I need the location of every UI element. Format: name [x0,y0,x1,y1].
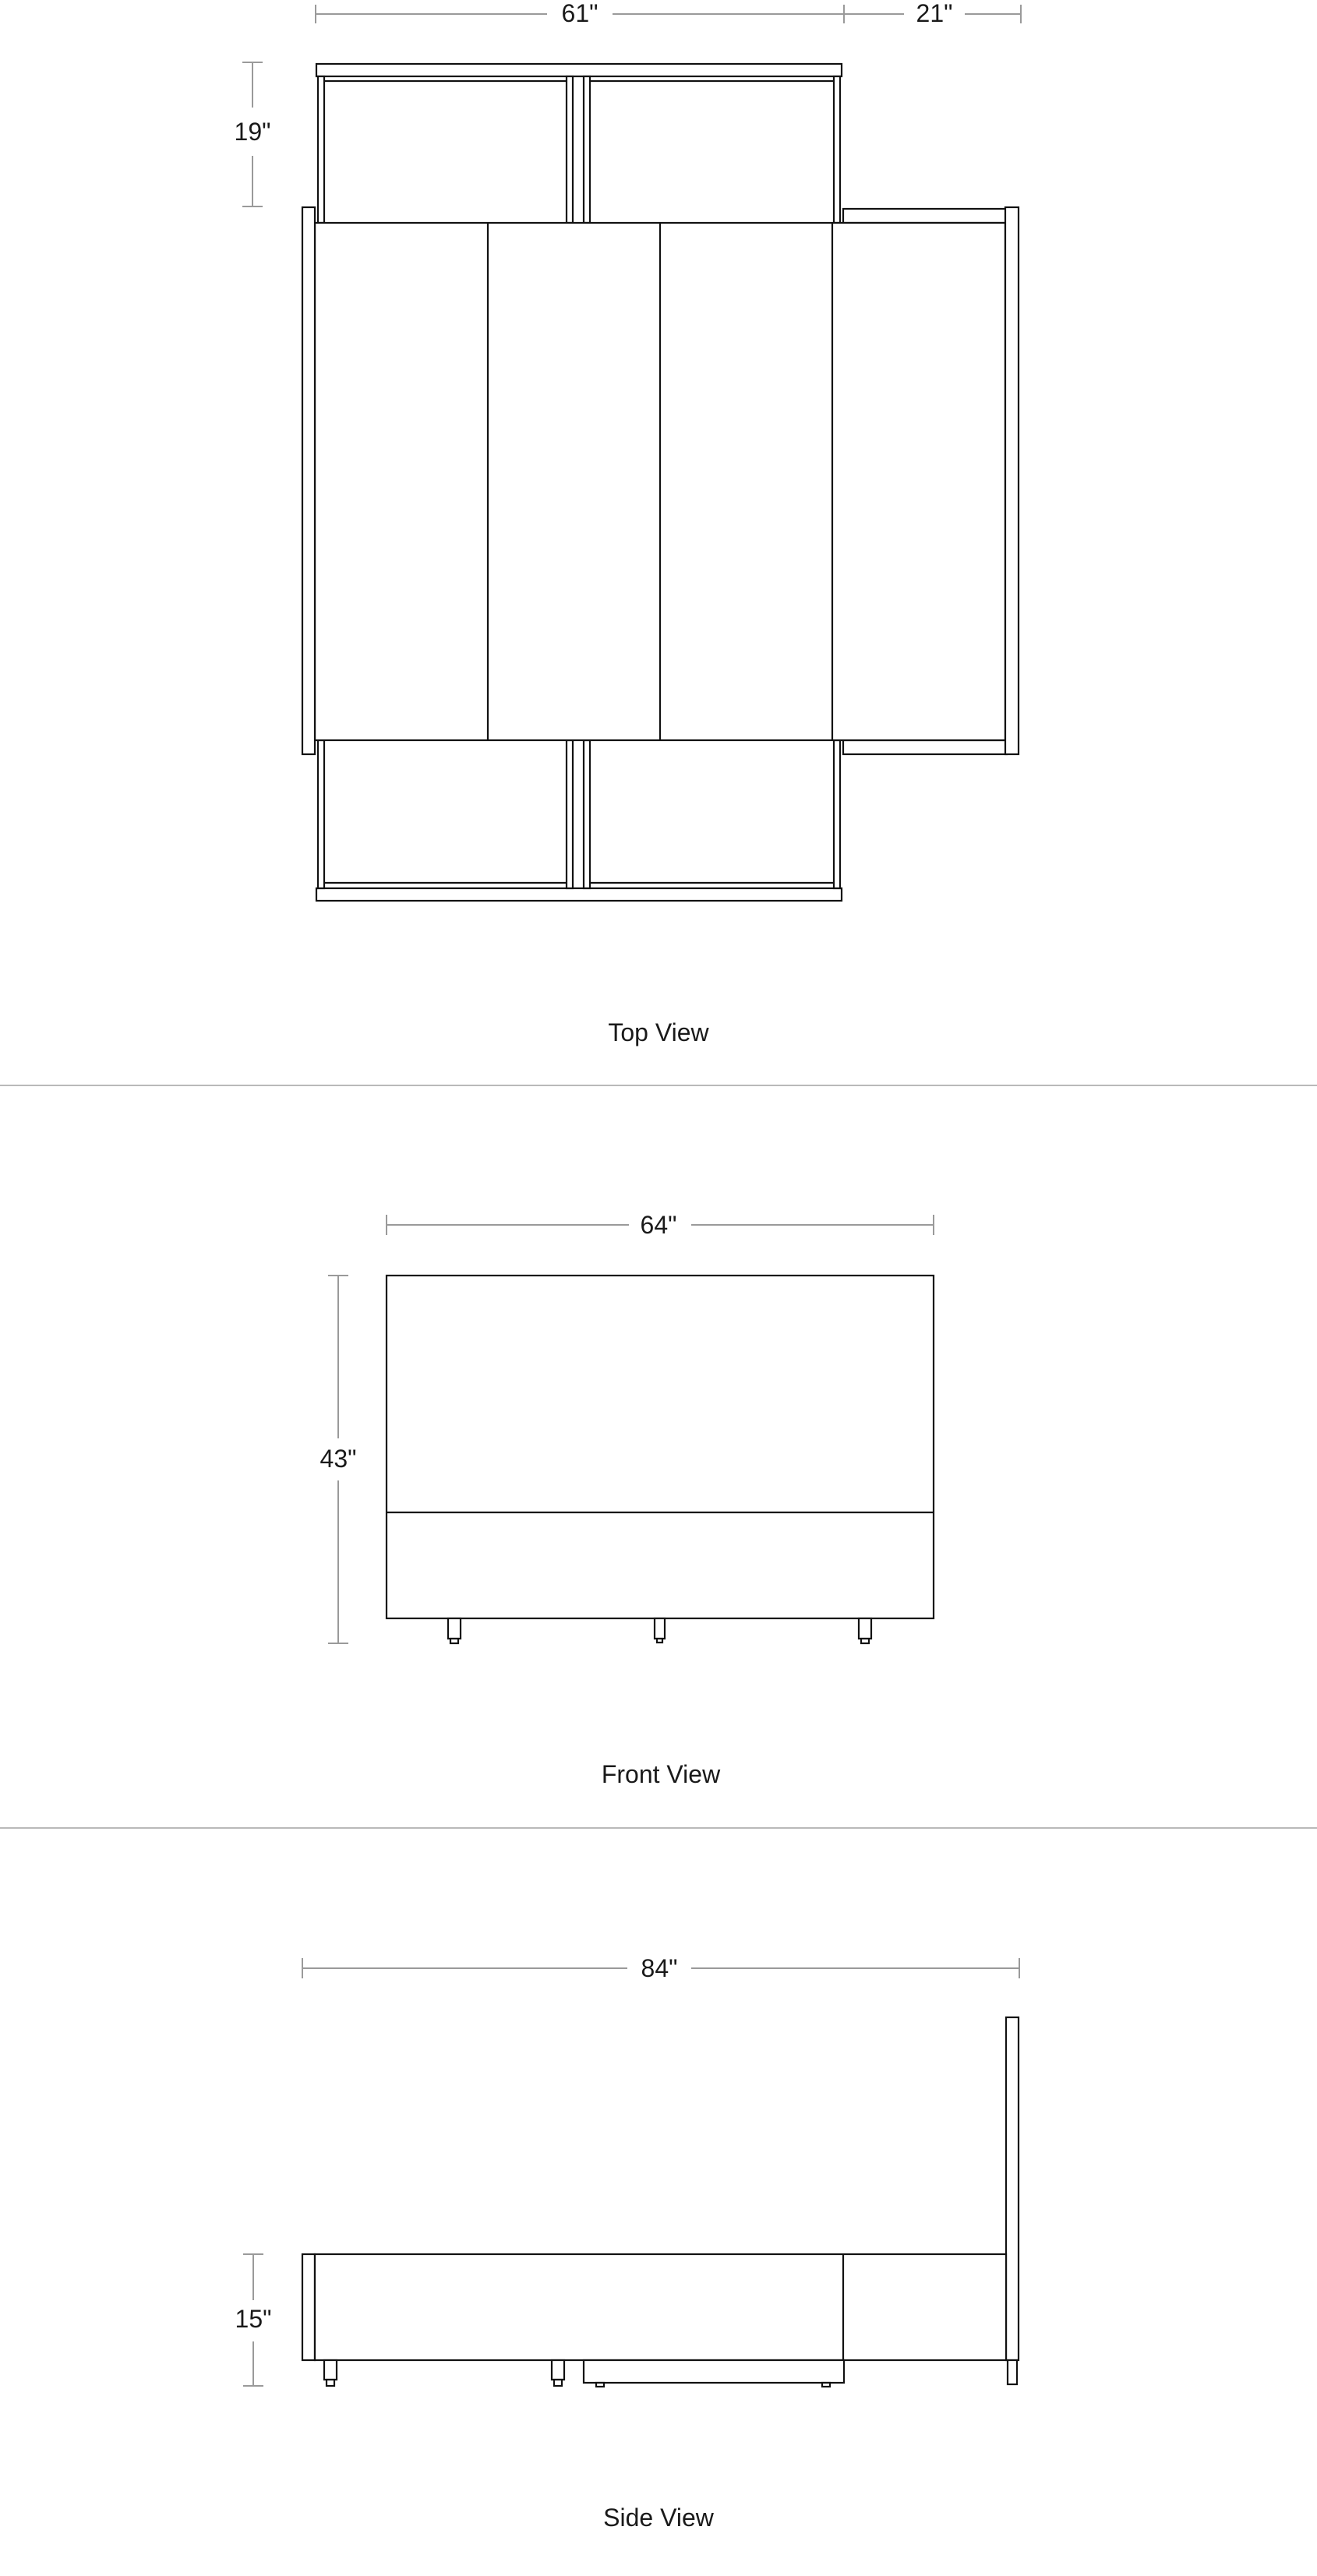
side-headboard-leg [1008,2360,1017,2384]
front-width-label: 64" [640,1211,677,1239]
top-upper-shelf [316,64,842,223]
top-headboard [1005,207,1019,754]
front-headboard-and-frame [387,1276,934,1618]
front-view-title: Front View [601,1760,721,1788]
top-view-title: Top View [608,1018,709,1046]
front-height-label: 43" [320,1445,357,1473]
front-legs [448,1618,871,1643]
side-headboard [1006,2017,1019,2360]
side-length-label: 84" [641,1954,678,1982]
side-height-dimension [235,2254,272,2386]
side-bed-frame [315,2254,1006,2360]
front-height-dimension [320,1276,357,1643]
front-view [320,1211,934,1788]
top-width-label: 61" [561,0,598,27]
top-mattress-panels [315,223,1005,740]
top-view [235,0,1021,1046]
top-extension-dimension [844,0,1021,27]
side-view [235,1954,1019,2532]
top-lower-shelf [316,740,842,901]
side-storage-drawer [584,2360,844,2387]
top-width-dimension [316,0,844,27]
side-view-title: Side View [603,2504,714,2532]
side-legs [324,2360,564,2386]
side-length-dimension [302,1954,1019,1982]
top-extension-label: 21" [916,0,953,27]
side-footboard [302,2254,315,2360]
top-depth-dimension [235,62,271,206]
top-footboard [302,207,315,754]
top-depth-label: 19" [234,118,271,146]
front-width-dimension [387,1211,934,1239]
side-height-label: 15" [235,2305,272,2333]
